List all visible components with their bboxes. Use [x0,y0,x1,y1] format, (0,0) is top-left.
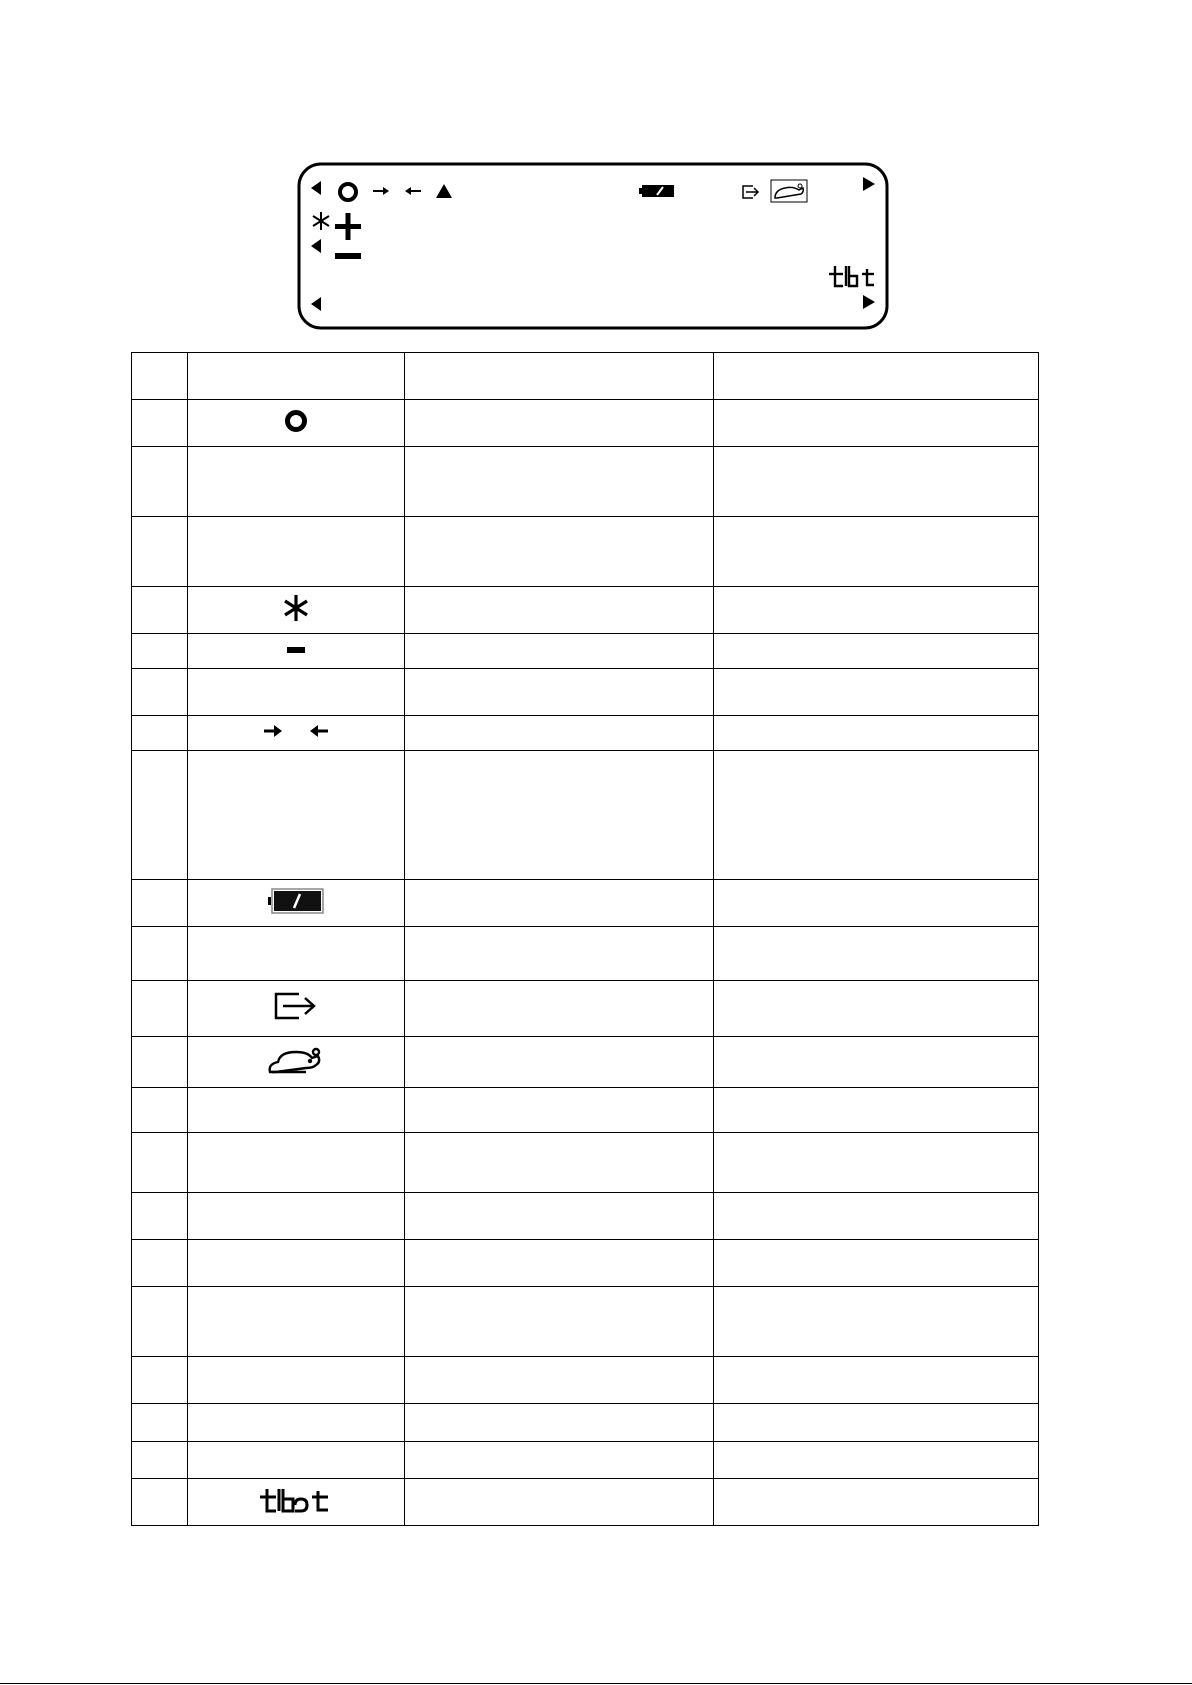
table-cell [132,1442,188,1479]
table-cell [405,1037,714,1088]
table-cell [714,880,1039,927]
table-cell [405,400,714,447]
table-row [132,1133,1039,1193]
table-cell [714,1479,1039,1526]
table-cell [714,669,1039,716]
table-cell [714,634,1039,669]
animal-icon [266,1044,326,1076]
table-cell [188,1357,405,1404]
table-cell [714,353,1039,400]
table-cell [188,880,405,927]
table-row [132,669,1039,716]
left-arrow-icon-top [311,181,321,195]
table-cell [405,353,714,400]
table-cell [132,1193,188,1240]
zero-arrows-icon [373,187,421,195]
table-cell [405,1442,714,1479]
table-cell [188,587,405,634]
table-cell [188,981,405,1037]
lcd-frame [299,164,887,328]
table-cell [714,1357,1039,1404]
table-cell [188,1037,405,1088]
table-row [132,716,1039,751]
table-cell [132,1479,188,1526]
minus-icon [285,645,307,655]
table-row [132,447,1039,517]
table-cell [405,1404,714,1442]
table-cell [714,1287,1039,1357]
table-cell [714,1240,1039,1287]
table-cell [132,1240,188,1287]
table-cell [188,353,405,400]
table-cell [132,587,188,634]
table-cell [405,716,714,751]
table-row [132,517,1039,587]
zero-arrows-icon [263,721,329,741]
table-cell [405,1479,714,1526]
table-cell [132,1037,188,1088]
table-cell [188,447,405,517]
battery-icon [267,887,325,915]
table-cell [405,587,714,634]
table-cell [405,927,714,981]
table-cell [188,1479,405,1526]
asterisk-icon [313,212,329,230]
table-cell [188,1287,405,1357]
right-arrow-icon-bottom [863,295,875,309]
ring-icon [340,184,356,200]
table-cell [132,981,188,1037]
table-row [132,1240,1039,1287]
data-output-icon [273,991,319,1021]
table-cell [405,1133,714,1193]
table-cell [405,751,714,880]
table-cell [405,517,714,587]
table-cell [132,669,188,716]
table-cell [132,353,188,400]
table-row [132,1037,1039,1088]
table-row [132,400,1039,447]
table-cell [188,716,405,751]
tlb-t-icon [829,266,874,286]
table-cell [714,981,1039,1037]
table-row [132,1479,1039,1526]
table-cell [188,669,405,716]
table-row [132,981,1039,1037]
table-row [132,1442,1039,1479]
table-cell [405,634,714,669]
table-row [132,634,1039,669]
table-cell [714,1037,1039,1088]
table-cell [188,400,405,447]
table-row [132,927,1039,981]
table-cell [132,1088,188,1133]
animal-icon [771,180,807,202]
table-row [132,751,1039,880]
table-row [132,1357,1039,1404]
table-cell [714,716,1039,751]
table-cell [714,1193,1039,1240]
data-output-icon [743,186,758,198]
ring-icon [283,408,309,434]
table-cell [188,634,405,669]
table-cell [714,927,1039,981]
table-cell [132,517,188,587]
table-cell [188,1404,405,1442]
table-cell [188,1442,405,1479]
table-cell [714,587,1039,634]
table-cell [188,1240,405,1287]
tlb-t-icon [258,1487,334,1513]
table-cell [405,1357,714,1404]
table-cell [188,751,405,880]
table-cell [405,1287,714,1357]
table-cell [714,1404,1039,1442]
table-cell [714,1088,1039,1133]
capacity-bar-icon [196,803,396,823]
table-cell [132,1404,188,1442]
table-cell [132,880,188,927]
table-cell [132,1133,188,1193]
battery-icon [639,185,674,197]
table-row [132,1193,1039,1240]
table-cell [188,1193,405,1240]
table-cell [188,1133,405,1193]
table-cell [132,447,188,517]
table-row [132,353,1039,400]
plus-icon [335,213,361,240]
table-cell [132,751,188,880]
right-arrow-icon-top [863,177,875,191]
table-cell [714,447,1039,517]
table-cell [714,1133,1039,1193]
table-cell [714,751,1039,880]
table-cell [405,880,714,927]
table-cell [405,981,714,1037]
left-arrow-icon-mid [311,239,321,253]
table-cell [188,1088,405,1133]
table-row [132,1287,1039,1357]
table-cell [714,517,1039,587]
table-cell [405,1240,714,1287]
stability-triangle-icon [436,184,452,198]
table-cell [132,400,188,447]
table-cell [405,669,714,716]
lcd-display [297,162,889,330]
table-cell [132,927,188,981]
asterisk-icon [281,593,311,623]
table-cell [188,927,405,981]
table-cell [188,517,405,587]
table-cell [405,447,714,517]
table-cell [132,1357,188,1404]
page-bottom-rule [0,1683,1192,1684]
table-row [132,587,1039,634]
table-row [132,1088,1039,1133]
table-cell [405,1088,714,1133]
table-cell [132,1287,188,1357]
symbol-legend-table [131,352,1039,1526]
table-cell [132,634,188,669]
table-cell [714,400,1039,447]
minus-icon [335,253,361,259]
table-cell [405,1193,714,1240]
table-row [132,1404,1039,1442]
table-cell [714,1442,1039,1479]
table-row [132,880,1039,927]
left-arrow-icon-bottom [311,297,321,311]
table-cell [132,716,188,751]
